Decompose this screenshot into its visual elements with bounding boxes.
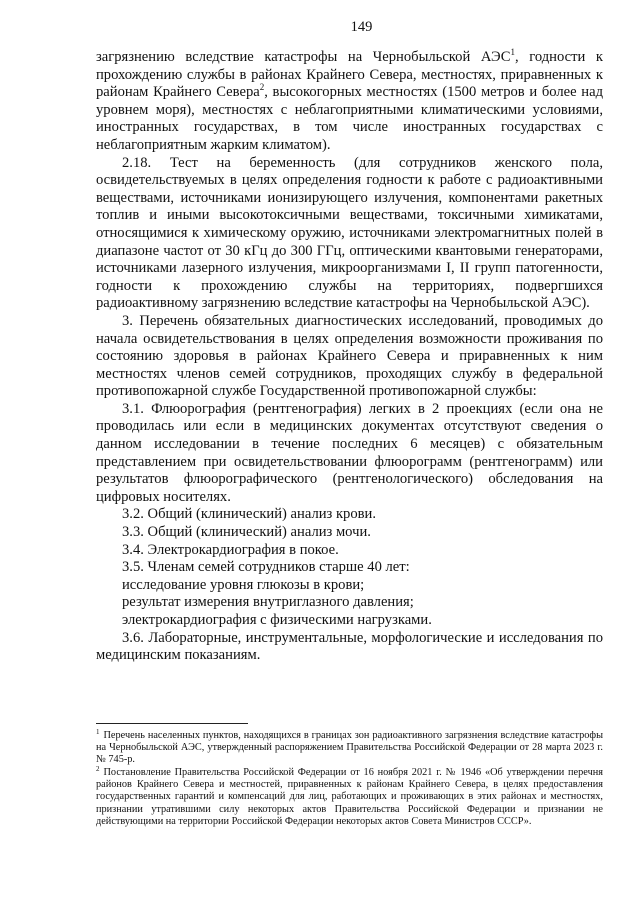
footnote-1: [96, 727, 603, 766]
page-number: 149: [350, 19, 373, 35]
paragraph-3-3: 3.3. Общий (клинический) анализ мочи.: [122, 524, 371, 541]
paragraph-text: загрязнению вследствие катастрофы на Чернобыльской АЭС: [96, 49, 511, 65]
paragraph-3-5: 3.5. Членам семей сотрудников старше 40 лет:: [122, 559, 410, 576]
list-item-eye-pressure: результат измерения внутриглазного давления;: [122, 594, 414, 611]
list-item-ecg-load: электрокардиография с физическими нагрузками.: [122, 612, 432, 628]
footnote-2: [96, 764, 603, 827]
paragraph-continuation: [96, 49, 603, 155]
paragraph-text: , годности к прохождению службы в районах Крайнего Севера, местностях, приравненных к районам Крайнего Севера: [96, 49, 603, 101]
footnote-text: Перечень населенных пунктов, находящихся в границах зон радиоактивного загрязнения вследствие катастрофы на Чернобыльской АЭС, утвержденный распоряжением Правительства Российской Федерации от 28 марта 2023 г. № 745-р.: [96, 730, 603, 766]
paragraph-3: 3. Перечень обязательных диагностических исследований, проводимых до начала освидетельствования в целях определения возможности проживания по состоянию здоровья в районах Крайнего Севера и приравненных к ним местностях членов семей сотрудников, проходящих службу в федеральной противопожарной службе Государственной противопожарной службы:: [96, 312, 603, 400]
document-body: [96, 49, 603, 665]
paragraph-3-6: 3.6. Лабораторные, инструментальные, морфологические и исследования по медицинским показаниям.: [96, 629, 603, 664]
footnote-ref-2: 2: [259, 82, 265, 93]
paragraph-2-18: 2.18. Тест на беременность (для сотрудников женского пола, освидетельствуемых в целях определения годности к работе с радиоактивными веществами, источниками ионизирующего излучения, компонентами ракетных топлив и иными высокотоксичными веществами, токсичными химикатами, относящимися к химическому оружию, источниками электромагнитных полей в диапазоне частот от 30 кГц до 300 ГГц, оптическими квантовыми генераторами, источниками лазерного излучения, микроорганизмами I, II групп патогенности, годности к прохождению службы на территориях, подвергшихся радиоактивному загрязнению вследствие катастрофы на Чернобыльской АЭС).: [96, 154, 603, 312]
paragraph-3-1: 3.1. Флюорография (рентгенография) легких в 2 проекциях (если она не проводилась или если в медицинских документах отсутствуют сведения о данном исследовании в течение последних 6 месяцев) с обязательным представлением при освидетельствовании флюорограмм (рентгенограмм) или результатов флюорографического (рентгенологического) обследования на цифровых носителях.: [96, 400, 603, 505]
paragraph-3-4: 3.4. Электрокардиография в покое.: [122, 541, 339, 558]
list-item-glucose: исследование уровня глюкозы в крови;: [122, 576, 365, 593]
footnote-text: Постановление Правительства Российской Федерации от 16 ноября 2021 г. № 1946 «Об утверждении перечня районов Крайнего Севера и местностей, приравненных к районам Крайнего Севера, в целях предоставления государственных гарантий и компенсаций для лиц, работающих и проживающих в этих районах и местностях, признании утратившими силу некоторых актов Правительства Российской Федерации и признании не действующими на территории Российской Федерации некоторых актов Совета Министров СССР».: [96, 767, 603, 827]
paragraph-text: , высокогорных местностях (1500 метров и более над уровнем моря), местностях с неблагоприятными климатическими условиями, иностранных государствах, в том числе иностранных государствах с неблагоприятным жарким климатом).: [96, 84, 603, 153]
footnote-divider: [96, 723, 248, 724]
footnote-mark: 2: [96, 764, 100, 773]
footnotes: [96, 723, 603, 828]
paragraph-3-2: 3.2. Общий (клинический) анализ крови.: [122, 506, 376, 523]
footnote-ref-1: 1: [510, 47, 515, 58]
footnote-mark: 1: [96, 727, 100, 736]
